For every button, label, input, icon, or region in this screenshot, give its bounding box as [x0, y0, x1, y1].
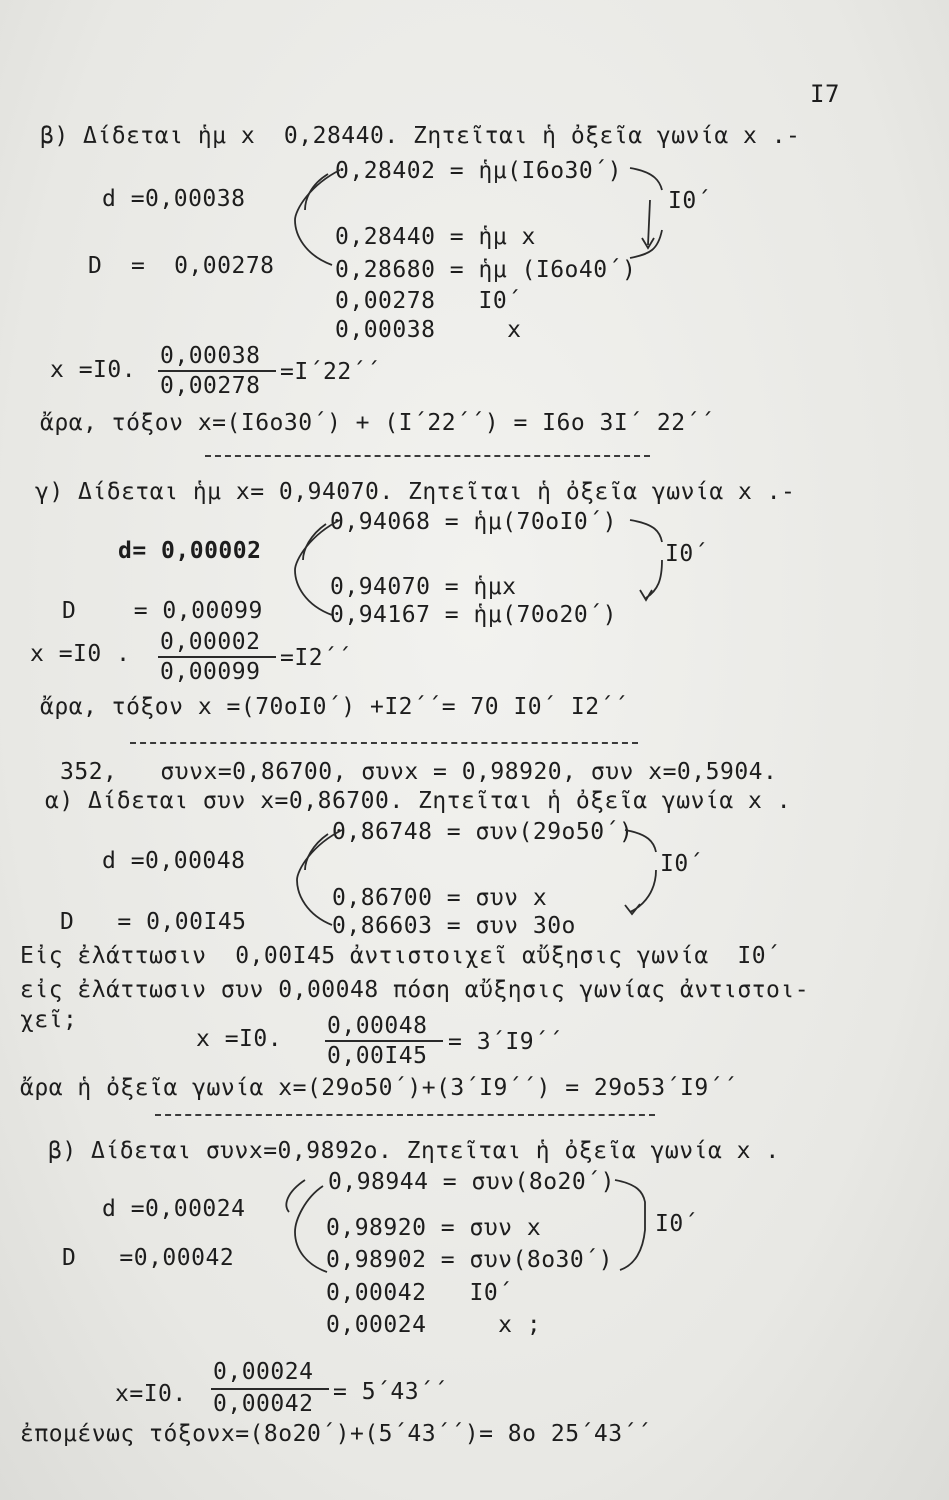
gamma-separator — [130, 742, 638, 744]
beta1-d: d =0,00038 — [102, 186, 246, 212]
beta1-brackets — [270, 160, 670, 270]
alpha-row2: 0,86700 = συν x — [332, 885, 548, 911]
beta1-bracket-label: I0΄ — [668, 188, 712, 214]
alpha-text3: χεῖ; — [20, 1007, 78, 1033]
gamma-brackets — [270, 510, 670, 620]
alpha-numerator: 0,00048 — [327, 1013, 428, 1039]
gamma-row3: 0,94167 = ἡμ(70o20΄) — [330, 602, 617, 628]
beta2-brackets — [265, 1170, 665, 1280]
alpha-brackets — [270, 820, 670, 930]
gamma-x-result: =I2΄΄ — [280, 645, 352, 671]
beta2-x-result: = 5΄43΄΄ — [333, 1379, 448, 1405]
beta2-heading: β) Δίδεται συνx=0,9892o. Ζητεῖται ἡ ὀξεῖα γωνία x . — [48, 1138, 780, 1164]
alpha-d: d =0,00048 — [102, 848, 246, 874]
beta1-row3: 0,28680 = ἡμ (I6o40΄) — [335, 257, 637, 283]
gamma-row1: 0,94068 = ἡμ(70oI0΄) — [330, 509, 617, 535]
beta2-row1: 0,98944 = συν(8o20΄) — [328, 1169, 615, 1195]
gamma-x-prefix: x =I0 . — [30, 641, 131, 667]
problem-352-line: 352, συνx=0,86700, συνx = 0,98920, συν x=0,5904. — [60, 759, 778, 785]
beta2-numerator: 0,00024 — [213, 1359, 314, 1385]
alpha-bracket-label: I0΄ — [660, 851, 704, 877]
gamma-denominator: 0,00099 — [160, 659, 261, 685]
beta2-denominator: 0,00042 — [213, 1391, 314, 1417]
beta1-row1: 0,28402 = ἡμ(I6o30΄) — [335, 158, 622, 184]
beta2-row5: 0,00024 x ; — [326, 1312, 542, 1338]
beta1-answer: ἄρα, τόξον x=(I6o30΄) + (I΄22΄΄) = I6o 3I΄ 22΄΄ — [40, 410, 715, 436]
alpha-row3: 0,86603 = συν 30o — [332, 913, 576, 939]
alpha-denominator: 0,00I45 — [327, 1043, 428, 1069]
beta2-answer: ἐπομένως τόξονx=(8o20΄)+(5΄43΄΄)= 8o 25΄43΄΄ — [20, 1421, 652, 1447]
gamma-bracket-label: I0΄ — [665, 541, 709, 567]
beta1-separator — [205, 455, 650, 457]
alpha-separator — [155, 1114, 655, 1116]
gamma-heading: γ) Δίδεται ἡμ x= 0,94070. Ζητεῖται ἡ ὀξεῖα γωνία x .- — [35, 479, 796, 505]
alpha-answer: ἄρα ἡ ὀξεῖα γωνία x=(29o50΄)+(3΄I9΄΄) = 29o53΄I9΄΄ — [20, 1075, 738, 1101]
gamma-numerator: 0,00002 — [160, 629, 261, 655]
beta2-d: d =0,00024 — [102, 1196, 246, 1222]
page-number: I7 — [810, 80, 840, 108]
beta1-row2: 0,28440 = ἡμ x — [335, 224, 536, 250]
beta1-x-prefix: x =I0. — [50, 357, 137, 383]
beta1-x-result: =I΄22΄΄ — [280, 359, 381, 385]
alpha-D: D = 0,00I45 — [60, 909, 247, 935]
beta1-numerator: 0,00038 — [160, 343, 261, 369]
alpha-x-prefix: x =I0. — [196, 1026, 283, 1052]
beta2-D: D =0,00042 — [62, 1245, 235, 1271]
gamma-answer: ἄρα, τόξον x =(70oI0΄) +I2΄΄= 70 I0΄ I2΄΄ — [40, 694, 629, 720]
beta2-row3: 0,98902 = συν(8o30΄) — [326, 1247, 613, 1273]
beta1-row4: 0,00278 I0΄ — [335, 288, 522, 314]
alpha-x-result: = 3΄I9΄΄ — [448, 1029, 563, 1055]
beta1-row5: 0,00038 x — [335, 317, 522, 343]
beta2-bracket-label: I0΄ — [655, 1211, 699, 1237]
beta1-heading: β) Δίδεται ἡμ x 0,28440. Ζητεῖται ἡ ὀξεῖα γωνία x .- — [40, 123, 801, 149]
beta1-D: D = 0,00278 — [88, 253, 275, 279]
gamma-d: d= 0,00002 — [118, 538, 262, 564]
gamma-row2: 0,94070 = ἡμx — [330, 574, 517, 600]
alpha-row1: 0,86748 = συν(29o50΄) — [332, 819, 634, 845]
gamma-D: D = 0,00099 — [62, 598, 263, 624]
alpha-text2: εἰς ἐλάττωσιν συν 0,00048 πόση αὔξησις γωνίας ἀντιστοι- — [20, 977, 810, 1003]
beta2-row4: 0,00042 I0΄ — [326, 1280, 513, 1306]
alpha-heading: α) Δίδεται συν x=0,86700. Ζητεῖται ἡ ὀξεῖα γωνία x . — [45, 788, 792, 814]
alpha-text1: Εἰς ἐλάττωσιν 0,00I45 ἀντιστοιχεῖ αὔξησις γωνία I0΄ — [20, 943, 781, 969]
beta2-x-prefix: x=I0. — [115, 1381, 187, 1407]
beta1-denominator: 0,00278 — [160, 373, 261, 399]
beta2-row2: 0,98920 = συν x — [326, 1215, 542, 1241]
